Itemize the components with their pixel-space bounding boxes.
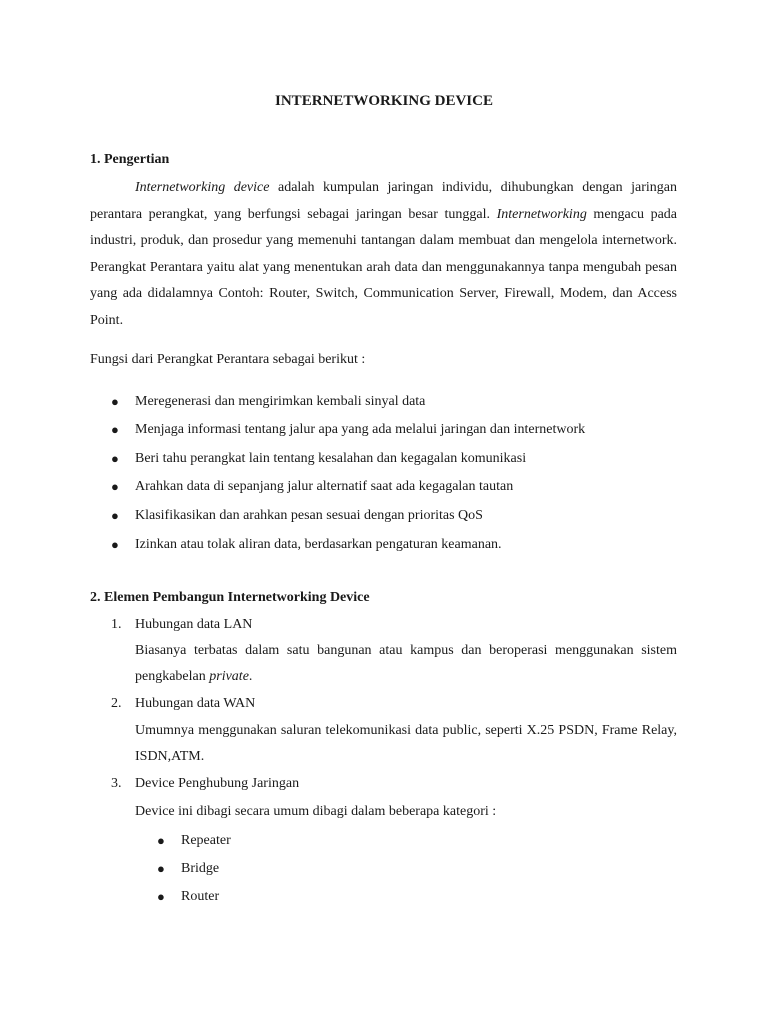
section-1-paragraph: Internetworking device adalah kumpulan jaringan individu, dihubungkan dengan jaringan perantara perangkat, yang berfungsi sebagai jaringan besar tunggal. Internetworking mengacu pada industri, produk, dan prosedur yang memenuhi tantangan dalam membuat dan mengelola internetwork. Perangkat Perantara yaitu alat yang menentukan arah data dan menggunakannya tanpa mengubah pesan yang ada didalamnya Contoh: Router, Switch, Communication Server, Firewall, Modem, dan Access Point. xyxy=(90,180,678,328)
functions-intro: Fungsi dari Perangkat Perantara sebagai berikut : xyxy=(90,352,366,367)
document-page: INTERNETWORKING DEVICE 1. Pengertian Internetworking device adalah kumpulan jaringan individu, dihubungkan dengan jaringan perantara perangkat, yang berfungsi sebagai jaringan besar tunggal. Internetworking mengacu pada industri, produk, dan prosedur yang memenuhi tantangan dalam membuat dan mengelola internetwork. Perangkat Perantara yaitu alat yang menentukan arah data dan menggunakannya tanpa mengubah pesan yang ada didalamnya Contoh: Router, Switch, Communication Server, Firewall, Modem, dan Access Point. Fungsi dari Perangkat Perantara sebagai berikut : ● Meregenerasi dan mengirimkan kembali sinyal data ● Menjaga informasi tentang jalur apa yang ada melalui jaringan dan internetwork ● Beri tahu perangkat lain tentang kesalahan dan kegagalan komunikasi ● Arahkan data di sepanjang jalur alternatif saat ada kegagalan tautan ● Klasifikasikan dan arahkan pesan sesuai dengan prioritas QoS ● Izinkan atau tolak aliran data, berdasarkan pengaturan keamanan. 2. Elemen Pembangun Internetworking Device 1. Hubungan data LAN Biasanya terbatas dalam satu bangunan atau kampus dan beroperasi menggunakan sistem pengkabelan private. 2. Hubungan data WAN Umumnya menggunakan saluran telekomunikasi data public, seperti X.25 PSDN, Frame Relay, ISDN,ATM. 3. Device Penghubung Jaringan Device ini dibagi secara umum dibagi dalam beberapa kategori : ● Repeater ● Bridge ● Router xyxy=(0,0,768,1024)
italic-term: Internetworking device xyxy=(135,180,270,195)
document-title: INTERNETWORKING DEVICE xyxy=(275,93,493,109)
item-description: Biasanya terbatas dalam satu bangunan atau kampus dan beroperasi menggunakan sistem pengkabelan private. xyxy=(135,643,677,684)
italic-term: Internetworking xyxy=(496,206,587,222)
item-description: Device ini dibagi secara umum dibagi dalam beberapa kategori : xyxy=(135,804,497,819)
section-2-heading: 2. Elemen Pembangun Internetworking Device xyxy=(90,590,370,605)
item-description: Umumnya menggunakan saluran telekomunikasi data public, seperti X.25 PSDN, Frame Relay, ISDN,ATM. xyxy=(135,723,677,764)
section-1-heading: 1. Pengertian xyxy=(90,152,170,167)
